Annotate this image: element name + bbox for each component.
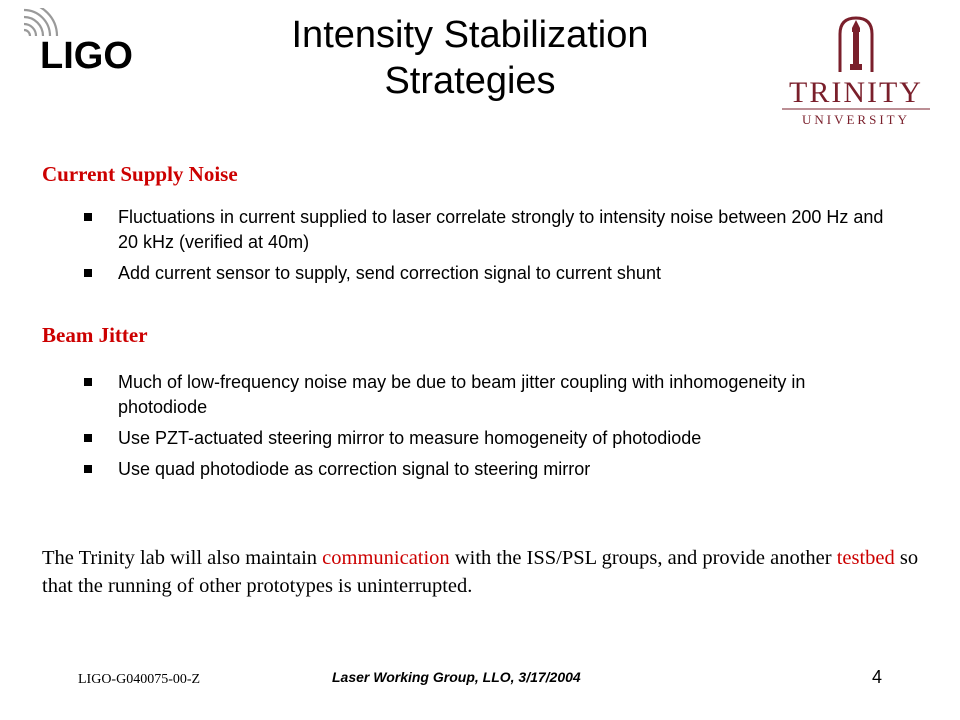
footer-meeting-info: Laser Working Group, LLO, 3/17/2004 (332, 669, 581, 685)
trinity-name-text: TRINITY (789, 76, 923, 109)
bullet-text: Use PZT-actuated steering mirror to measure homogeneity of photodiode (118, 428, 702, 448)
square-bullet-icon (84, 465, 92, 473)
ligo-logo-text: LIGO (40, 35, 133, 77)
bullet-list-beam-jitter (0, 370, 960, 488)
footer-document-id: LIGO-G040075-00-Z (78, 672, 201, 687)
square-bullet-icon (84, 269, 92, 277)
trinity-university-text: UNIVERSITY (802, 112, 910, 127)
bullet-text: Much of low-frequency noise may be due to beam jitter coupling with inhomogeneity in photodiode (118, 372, 806, 417)
bullet-item (0, 205, 960, 255)
highlight-testbed: testbed (836, 547, 895, 569)
square-bullet-icon (84, 434, 92, 442)
bullet-item (0, 261, 960, 286)
closing-text-1: The Trinity lab will also maintain (42, 547, 323, 569)
highlight-communication: communication (322, 547, 450, 569)
footer-page-number: 4 (872, 667, 883, 687)
section-heading-beam-jitter: Beam Jitter (42, 323, 148, 347)
closing-text-2: with the ISS/PSL groups, and provide another (449, 547, 837, 569)
title-line-1: Intensity Stabilization (291, 14, 649, 56)
square-bullet-icon (84, 378, 92, 386)
ligo-logo (18, 8, 158, 88)
section-heading-current-supply-noise: Current Supply Noise (42, 162, 238, 186)
slide-title (200, 12, 740, 104)
bullet-item (0, 426, 960, 451)
bullet-text: Add current sensor to supply, send correction signal to current shunt (118, 263, 661, 283)
closing-paragraph (42, 544, 922, 600)
bullet-list-current-supply (0, 205, 960, 292)
title-line-2: Strategies (384, 60, 556, 102)
square-bullet-icon (84, 213, 92, 221)
bullet-text: Fluctuations in current supplied to laser correlate strongly to intensity noise between 200 Hz and 20 kHz (verified at 40m) (118, 207, 884, 252)
bullet-item (0, 457, 960, 482)
bullet-item (0, 370, 960, 420)
closing-text-3: so that the running of other prototypes is uninterrupted. (42, 547, 919, 597)
bullet-text: Use quad photodiode as correction signal to steering mirror (118, 459, 591, 479)
trinity-university-logo (768, 12, 944, 132)
